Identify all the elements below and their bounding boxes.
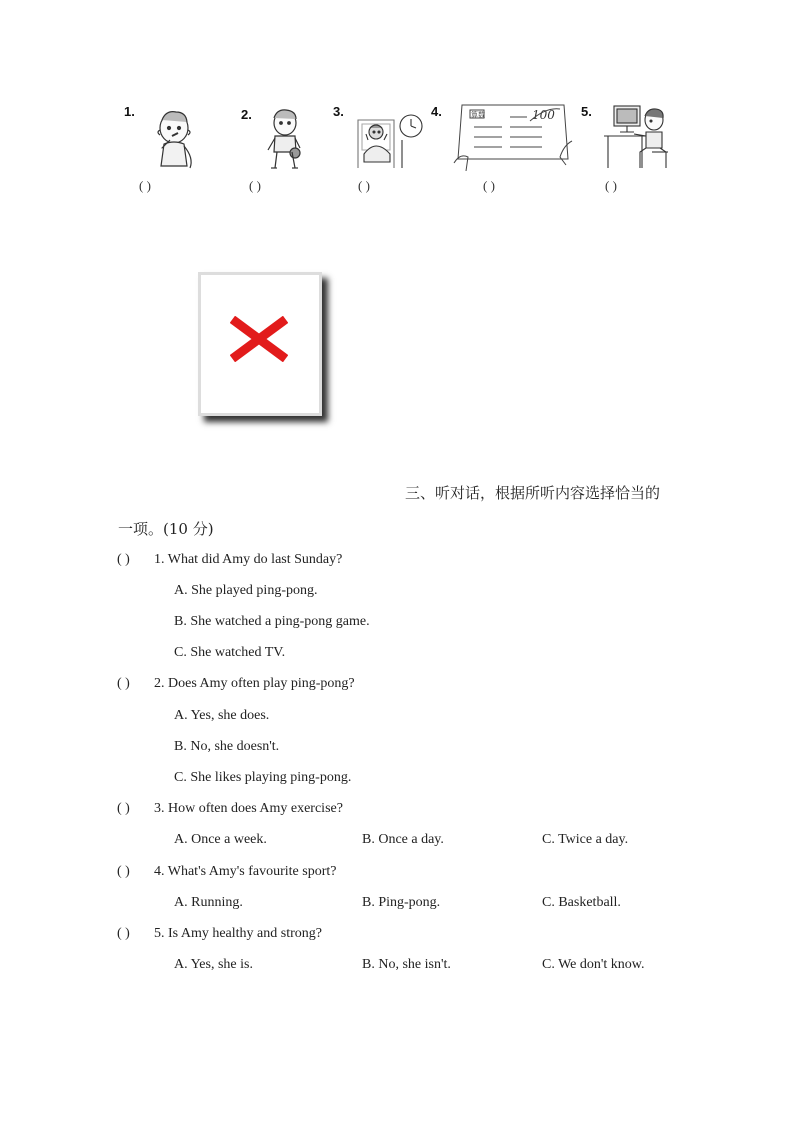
answer-paren[interactable]: ( ): [117, 864, 130, 879]
option-b: B. Once a day.: [362, 832, 444, 847]
red-x-icon: [230, 316, 288, 362]
boy-at-computer-icon: [602, 102, 670, 172]
worksheet-score: 100: [532, 108, 555, 122]
question-text: 5. Is Amy healthy and strong?: [154, 926, 322, 941]
option-b: B. No, she doesn't.: [174, 739, 280, 754]
question-text: 2. Does Amy often play ping-pong?: [154, 676, 355, 691]
picture-number: 5.: [581, 104, 592, 119]
question-text: 1. What did Amy do last Sunday?: [154, 552, 343, 567]
option-b: B. She watched a ping-pong game.: [174, 614, 370, 629]
option-b: B. No, she isn't.: [362, 957, 451, 972]
answer-slot[interactable]: ( ): [139, 178, 151, 193]
answer-paren[interactable]: ( ): [117, 676, 130, 691]
girl-waking-up-clock-icon: [354, 110, 426, 170]
option-c: C. She watched TV.: [174, 645, 286, 660]
answer-paren[interactable]: ( ): [117, 801, 130, 816]
picture-number: 1.: [124, 104, 135, 119]
option-a: A. She played ping-pong.: [174, 583, 318, 598]
option-a: A. Yes, she does.: [174, 708, 270, 723]
option-c: C. We don't know.: [542, 957, 645, 972]
option-a: A. Running.: [174, 895, 243, 910]
question-text: 4. What's Amy's favourite sport?: [154, 864, 337, 879]
answer-slot[interactable]: ( ): [358, 178, 370, 193]
picture-number: 3.: [333, 104, 344, 119]
child-brushing-teeth-icon: [150, 106, 200, 174]
math-worksheet-100-icon: [452, 101, 576, 171]
option-a: A. Once a week.: [174, 832, 267, 847]
option-b: B. Ping-pong.: [362, 895, 441, 910]
answer-slot[interactable]: ( ): [249, 178, 261, 193]
answer-slot[interactable]: ( ): [605, 178, 617, 193]
answer-paren[interactable]: ( ): [117, 926, 130, 941]
option-c: C. She likes playing ping-pong.: [174, 770, 352, 785]
worksheet-label: 算数: [471, 111, 485, 119]
question-text: 3. How often does Amy exercise?: [154, 801, 343, 816]
section-title: 三、听对话，根据所听内容选择恰当的: [405, 484, 661, 502]
child-playing-basketball-icon: [265, 106, 305, 172]
picture-number: 2.: [241, 107, 252, 122]
option-c: C. Basketball.: [542, 895, 621, 910]
answer-paren[interactable]: ( ): [117, 552, 130, 567]
answer-slot[interactable]: ( ): [483, 178, 495, 193]
broken-image-placeholder: [198, 272, 322, 416]
option-c: C. Twice a day.: [542, 832, 629, 847]
picture-number: 4.: [431, 104, 442, 119]
section-title-continued: 一项。(10 分): [118, 520, 214, 538]
option-a: A. Yes, she is.: [174, 957, 253, 972]
